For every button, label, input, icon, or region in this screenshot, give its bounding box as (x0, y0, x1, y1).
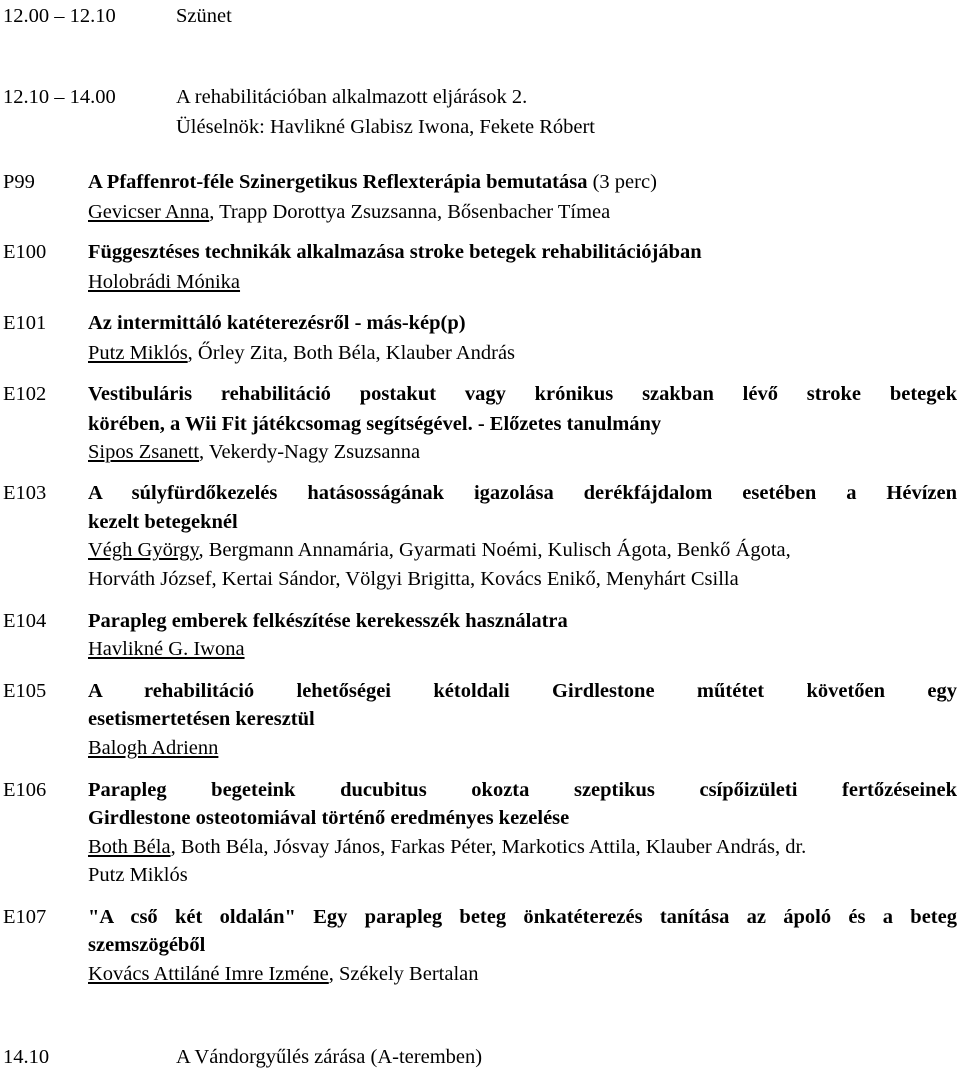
coauthors-line-2: Putz Miklós (88, 864, 188, 886)
session-chairs-row (0, 112, 960, 142)
schedule-row-session (0, 82, 960, 112)
presentation-title-line-2: kezelt betegeknél (88, 511, 238, 533)
presentation-title-line-2: szemszögéből (88, 934, 206, 956)
presenter-name: Holobrádi Mónika (88, 271, 241, 293)
coauthors-line-1: , Bergmann Annamária, Gyarmati Noémi, Kulisch Ágota, Benkő Ágota, (198, 539, 791, 561)
presentation-code: E107 (3, 906, 47, 928)
presentation-P99-title-row (0, 167, 960, 197)
presentation-code: E100 (3, 241, 47, 263)
presentation-title: A Pfaffenrot-féle Szinergetikus Reflexterápia bemutatása (88, 171, 588, 193)
presentation-E107-title-row-1 (0, 902, 960, 932)
session-title: A rehabilitációban alkalmazott eljárások 2. (176, 86, 528, 108)
session-title: Szünet (176, 5, 232, 27)
presenter-name: Balogh Adrienn (88, 737, 219, 759)
time-slot: 12.00 – 12.10 (3, 5, 116, 27)
presentation-title-line-1: Vestibuláris rehabilitáció postakut vagy krónikus szakban lévő stroke betegek (88, 383, 957, 405)
presentation-title-line-1: "A cső két oldalán" Egy parapleg beteg önkatéterezés tanítása az ápoló és a beteg (88, 906, 957, 928)
presentation-E102-title-row-1 (0, 379, 960, 409)
presentation-E106-authors-row-2 (0, 860, 960, 890)
coauthors-line-1: , Both Béla, Jósvay János, Farkas Péter, Markotics Attila, Klauber András, dr. (170, 836, 807, 858)
presentation-title-line-1: Parapleg begeteink ducubitus okozta szeptikus csípőizületi fertőzéseinek (88, 779, 957, 801)
presentation-title: Az intermittáló katéterezésről - más-kép(p) (88, 312, 466, 334)
presentation-E105-title-row-2 (0, 704, 960, 734)
presenter-name: Putz Miklós (88, 342, 188, 364)
coauthors: , Őrley Zita, Both Béla, Klauber András (187, 342, 516, 364)
presentation-E107-title-row-2 (0, 930, 960, 960)
presenter-name: Végh György (88, 539, 199, 561)
session-chairs: Üléselnök: Havlikné Glabisz Iwona, Fekete Róbert (176, 116, 595, 138)
session-title: A Vándorgyűlés zárása (A-teremben) (176, 1046, 483, 1068)
presenter-name: Havlikné G. Iwona (88, 638, 245, 660)
presentation-E103-authors-row-1 (0, 535, 960, 565)
presenter-name: Sipos Zsanett (88, 441, 200, 463)
presentation-code: P99 (3, 171, 35, 193)
presentation-code: E102 (3, 383, 47, 405)
presentation-title-line-2: körében, a Wii Fit játékcsomag segítségével. - Előzetes tanulmány (88, 413, 662, 435)
coauthors-line-2: Horváth József, Kertai Sándor, Völgyi Brigitta, Kovács Enikő, Menyhárt Csilla (88, 568, 739, 590)
presentation-E106-title-row-2 (0, 803, 960, 833)
presentation-title-line-2: esetismertetésen keresztül (88, 708, 315, 730)
presentation-E102-title-row-2 (0, 409, 960, 439)
presentation-E103-authors-row-2 (0, 564, 960, 594)
coauthors: , Vekerdy-Nagy Zsuzsanna (199, 441, 421, 463)
schedule-row-closing (0, 1042, 960, 1072)
presenter-name: Both Béla (88, 836, 171, 858)
presentation-E100-title-row (0, 237, 960, 267)
presentation-E104-authors-row (0, 634, 960, 664)
presentation-E107-authors-row (0, 959, 960, 989)
presentation-E103-title-row-2 (0, 507, 960, 537)
presentation-E104-title-row (0, 606, 960, 636)
presentation-E100-authors-row (0, 267, 960, 297)
presentation-title: Parapleg emberek felkészítése kerekesszék használatra (88, 610, 568, 632)
presentation-E101-title-row (0, 308, 960, 338)
presentation-code: E101 (3, 312, 47, 334)
presentation-code: E103 (3, 482, 47, 504)
presentation-title: Függesztéses technikák alkalmazása stroke betegek rehabilitációjában (88, 241, 702, 263)
presenter-name: Kovács Attiláné Imre Izméne (88, 963, 329, 985)
presentation-E105-authors-row (0, 733, 960, 763)
presentation-E102-authors-row (0, 437, 960, 467)
presentation-E106-title-row-1 (0, 775, 960, 805)
presentation-code: E105 (3, 680, 47, 702)
presentation-E101-authors-row (0, 338, 960, 368)
presentation-E106-authors-row-1 (0, 832, 960, 862)
presentation-title-line-1: A súlyfürdőkezelés hatásosságának igazolása derékfájdalom esetében a Hévízen (88, 482, 957, 504)
presentation-title-line-2: Girdlestone osteotomiával történő eredményes kezelése (88, 807, 570, 829)
coauthors: , Székely Bertalan (328, 963, 479, 985)
presentation-E105-title-row-1 (0, 676, 960, 706)
presenter-name: Gevicser Anna (88, 201, 210, 223)
time-slot: 14.10 (3, 1046, 50, 1068)
time-slot: 12.10 – 14.00 (3, 86, 116, 108)
presentation-P99-authors-row (0, 197, 960, 227)
presentation-code: E106 (3, 779, 47, 801)
presentation-duration: (3 perc) (587, 171, 657, 193)
presentation-E103-title-row-1 (0, 478, 960, 508)
coauthors: , Trapp Dorottya Zsuzsanna, Bősenbacher Tímea (209, 201, 611, 223)
presentation-code: E104 (3, 610, 47, 632)
presentation-title-line-1: A rehabilitáció lehetőségei kétoldali Girdlestone műtétet követően egy (88, 680, 957, 702)
schedule-row-break (0, 1, 960, 31)
